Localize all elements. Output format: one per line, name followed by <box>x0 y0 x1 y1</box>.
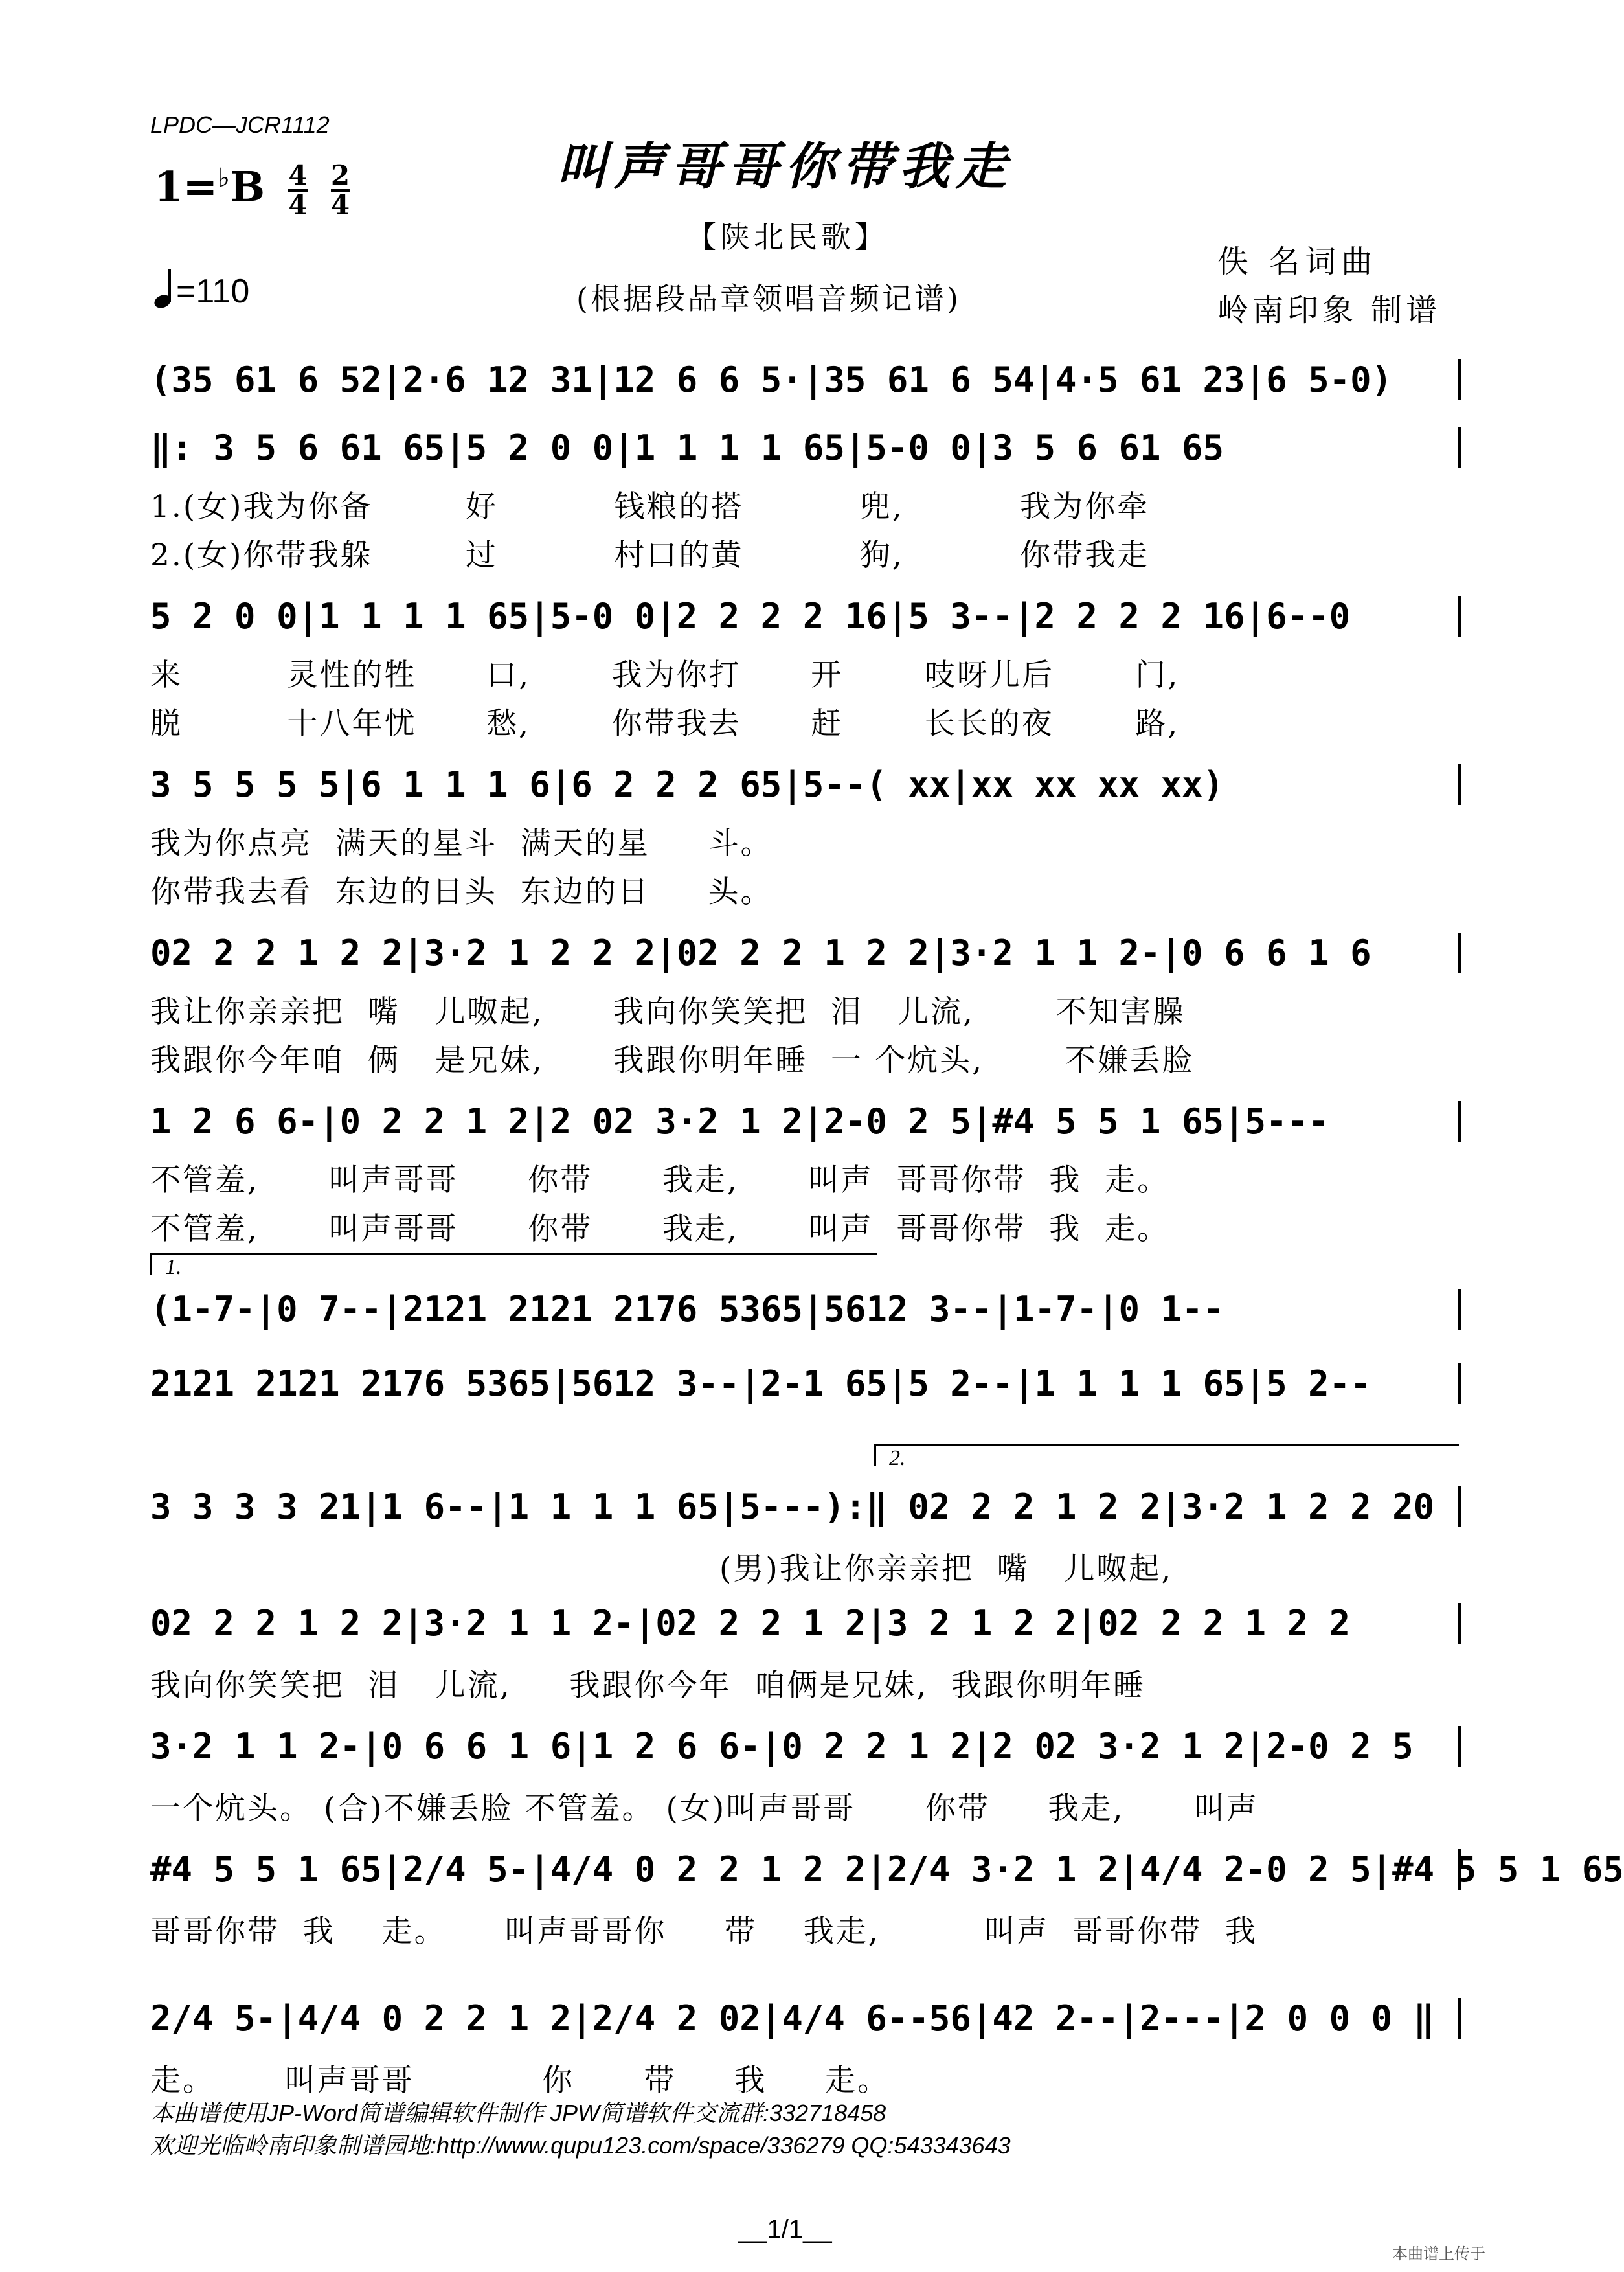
score-line-3: 5 2 0 0|1 1 1 1 65|5-0 0|2 2 2 2 16|5 3--|2 2 2 2 16|6--0 <box>150 596 1461 637</box>
lyric-line-3a: 来 灵性的牲 口, 我为你打 开 吱呀儿后 门, <box>150 657 1180 693</box>
score-line-12: #4 5 5 1 65|2/4 5-|4/4 0 2 2 1 2 2|2/4 3·2 1 2|4/4 2-0 2 5|#4 5 5 1 65 <box>150 1849 1624 1890</box>
lyric-line-6a: 不管羞, 叫声哥哥 你带 我走, 叫声 哥哥你带 我 走。 <box>150 1163 1170 1198</box>
page-number: __1/1__ <box>738 2215 832 2244</box>
song-title: 叫声哥哥你带我走 <box>557 137 1013 196</box>
score-line-1: (35 61 6 52|2·6 12 31|12 6 6 5·|35 61 6 54|4·5 61 23|6 5-0) <box>150 359 1461 400</box>
score-line-4: 3 5 5 5 5|6 1 1 1 6|6 2 2 2 65|5--( xx|xx xx xx xx) <box>150 764 1461 805</box>
time-signature-1: $\frac{4}{4}$ <box>288 159 308 221</box>
score-line-11: 3·2 1 1 2-|0 6 6 1 6|1 2 6 6-|0 2 2 1 2|2 02 3·2 1 2|2-0 2 5 <box>150 1726 1461 1767</box>
footer-software: 本曲谱使用JP-Word简谱编辑软件制作 JPW简谱软件交流群:332718458 <box>150 2100 886 2126</box>
source-note: (根据段品章领唱音频记谱) <box>576 281 961 316</box>
lyric-line-2b: 2.(女)你带我躲 过 村口的黄 狗, 你带我走 <box>150 538 1150 573</box>
score-line-5: 02 2 2 1 2 2|3·2 1 2 2 2|02 2 2 1 2 2|3·2 1 1 2-|0 6 6 1 6 <box>150 933 1461 973</box>
footer-website: 欢迎光临岭南印象制谱园地:http://www.qupu123.com/space/336279 QQ:543343643 <box>150 2132 1011 2159</box>
score-code: LPDC—JCR1112 <box>150 111 330 138</box>
tempo-value: =110 <box>176 273 250 310</box>
time-signature-2: $\frac{2}{4}$ <box>330 159 350 221</box>
lyric-line-5a: 我让你亲亲把 嘴 儿呶起, 我向你笑笑把 泪 儿流, 不知害臊 <box>150 994 1186 1030</box>
volta-2: 2. <box>874 1444 1459 1466</box>
lyric-line-13: 走。 叫声哥哥 你 带 我 走。 <box>150 2063 890 2098</box>
score-line-8: 2121 2121 2176 5365|5612 3--|2-1 65|5 2--|1 1 1 1 65|5 2-- <box>150 1363 1461 1404</box>
score-line-7: (1-7-|0 7--|2121 2121 2176 5365|5612 3--|1-7-|0 1-- <box>150 1289 1461 1330</box>
key-signature <box>154 159 350 221</box>
key-note: B <box>230 163 265 212</box>
lyric-line-5b: 我跟你今年咱 俩 是兄妹, 我跟你明年睡 一 个炕头, 不嫌丢脸 <box>150 1043 1195 1078</box>
lyric-line-6b: 不管羞, 叫声哥哥 你带 我走, 叫声 哥哥你带 我 走。 <box>150 1211 1170 1247</box>
lyric-line-9: (男)我让你亲亲把 嘴 儿呶起, <box>150 1551 1173 1587</box>
lyric-line-12: 哥哥你带 我 走。 叫声哥哥你 带 我走, 叫声 哥哥你带 我 <box>150 1914 1257 1949</box>
lyric-line-10: 我向你笑笑把 泪 儿流, 我跟你今年 咱俩是兄妹, 我跟你明年睡 <box>150 1668 1146 1703</box>
score-line-9: 3 3 3 3 21|1 6--|1 1 1 1 65|5---):‖ 02 2 2 1 2 2|3·2 1 2 2 20 <box>150 1486 1461 1527</box>
quarter-note-icon <box>154 269 176 308</box>
key-prefix: 1= <box>154 163 218 212</box>
score-line-6: 1 2 6 6-|0 2 2 1 2|2 02 3·2 1 2|2-0 2 5|#4 5 5 1 65|5--- <box>150 1101 1461 1142</box>
score-line-2: ‖: 3 5 6 61 65|5 2 0 0|1 1 1 1 65|5-0 0|3 5 6 61 65 <box>150 427 1461 468</box>
score-line-13: 2/4 5-|4/4 0 2 2 1 2|2/4 2 02|4/4 6--56|42 2--|2---|2 0 0 0 ‖ <box>150 1998 1461 2039</box>
lyric-line-3b: 脱 十八年忧 愁, 你带我去 赶 长长的夜 路, <box>150 706 1180 742</box>
genre-label: 【陕北民歌】 <box>686 220 888 255</box>
score-line-10: 02 2 2 1 2 2|3·2 1 1 2-|02 2 2 1 2|3 2 1 2 2|02 2 2 1 2 2 <box>150 1603 1461 1644</box>
lyric-line-2a: 1.(女)我为你备 好 钱粮的搭 兜, 我为你牵 <box>150 489 1150 525</box>
lyric-line-11: 一个炕头。 (合)不嫌丢脸 不管羞。 (女)叫声哥哥 你带 我走, 叫声 <box>150 1791 1259 1826</box>
credit-arranger: 岭南印象 制谱 <box>1217 292 1441 328</box>
flat-sign: ♭ <box>218 163 231 194</box>
watermark: 本曲谱上传于 <box>1392 2245 1485 2263</box>
credit-words: 佚 名词曲 <box>1217 244 1378 280</box>
lyric-line-4a: 我为你点亮 满天的星斗 满天的星 斗。 <box>150 826 773 861</box>
volta-1: 1. <box>150 1253 877 1275</box>
tempo-marking <box>154 269 249 311</box>
lyric-line-4b: 你带我去看 东边的日头 东边的日 头。 <box>150 874 773 910</box>
